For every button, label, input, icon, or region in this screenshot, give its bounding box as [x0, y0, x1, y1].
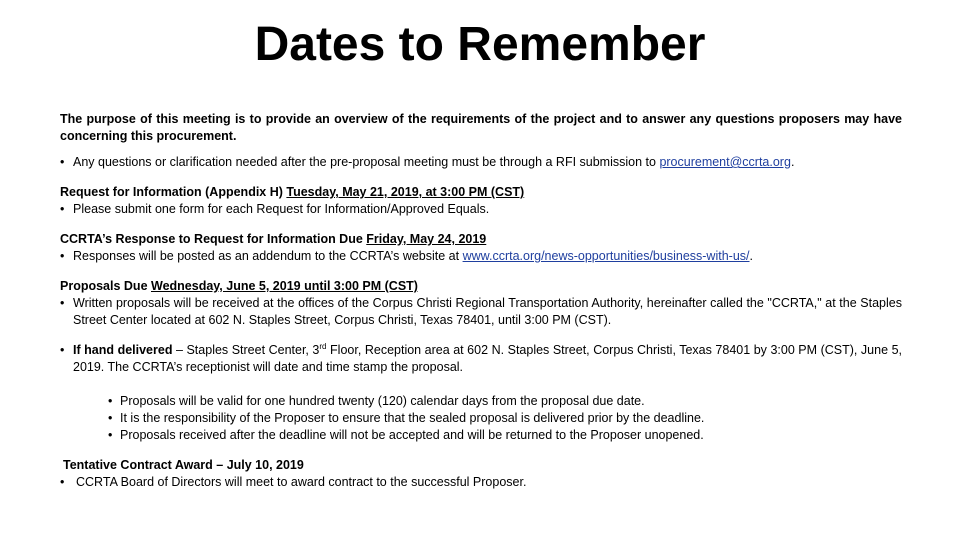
proposals-heading	[60, 278, 902, 295]
bullet-icon: •	[108, 411, 113, 425]
bullet-icon: •	[60, 155, 65, 169]
bullet-icon: •	[60, 475, 65, 489]
sub-list-item-text: Proposals will be valid for one hundred twenty (120) calendar days from the proposal due date.	[120, 394, 645, 408]
rfi-heading-date: Tuesday, May 21, 2019, at 3:00 PM (CST)	[286, 185, 525, 199]
intro-paragraph: The purpose of this meeting is to provide an overview of the requirements of the project and to answer any questions proposers may have concerning this procurement.	[60, 112, 902, 143]
email-link[interactable]: procurement@ccrta.org	[659, 155, 791, 169]
response-item-text: Responses will be posted as an addendum to the CCRTA’s website at	[73, 249, 463, 263]
sub-list-item	[108, 393, 902, 410]
rfi-note-text: Any questions or clarification needed after the pre-proposal meeting must be through a RFI submission to	[73, 155, 660, 169]
rfi-heading	[60, 184, 902, 201]
award-heading: Tentative Contract Award – July 10, 2019	[63, 458, 304, 472]
ordinal-suffix: rd	[319, 341, 327, 351]
hand-delivered-item	[60, 342, 902, 376]
rfi-item-text: Please submit one form for each Request for Information/Approved Equals.	[73, 202, 490, 216]
response-heading-label: CCRTA’s Response to Request for Information Due	[60, 232, 367, 246]
proposal-sub-list	[60, 393, 902, 444]
bullet-icon: •	[60, 296, 65, 310]
award-item	[60, 474, 902, 491]
award-item-text: CCRTA Board of Directors will meet to award contract to the successful Proposer.	[76, 475, 527, 489]
written-proposals-item	[60, 295, 902, 329]
rfi-item	[60, 201, 902, 218]
page-title: Dates to Remember	[254, 18, 706, 71]
hand-delivered-label: If hand delivered	[73, 343, 173, 357]
response-item-end: .	[749, 249, 753, 263]
rfi-note-end: .	[790, 155, 795, 169]
bullet-icon: •	[60, 249, 65, 263]
hand-delivered-text-b: Floor, Reception area at 602 N. Staples Street, Corpus Christi, Texas 78401 by 3:00 PM (CST), June 5, 2019. The CCRTA’s receptionist will date and time stamp the proposal.	[73, 343, 902, 374]
response-heading-date: Friday, May 24, 2019	[366, 232, 487, 246]
response-item	[60, 248, 902, 265]
proposals-heading-label: Proposals Due	[60, 279, 151, 293]
website-link[interactable]: www.ccrta.org/news-opportunities/business-with-us/	[462, 249, 750, 263]
document-body	[60, 111, 902, 491]
sub-list-item	[108, 427, 902, 444]
rfi-note	[60, 154, 902, 171]
hand-delivered-text-a: – Staples Street Center, 3	[172, 343, 320, 357]
rfi-heading-label: Request for Information (Appendix H)	[60, 185, 287, 199]
sub-list-item	[108, 410, 902, 427]
proposals-heading-date: Wednesday, June 5, 2019 until 3:00 PM (CST)	[151, 279, 418, 293]
bullet-icon: •	[108, 394, 113, 408]
sub-list-item-text: It is the responsibility of the Proposer to ensure that the sealed proposal is delivered prior by the deadline.	[120, 411, 705, 425]
bullet-icon: •	[60, 343, 65, 357]
bullet-icon: •	[108, 428, 113, 442]
bullet-icon: •	[60, 202, 65, 216]
written-proposals-text: Written proposals will be received at the offices of the Corpus Christi Regional Transportation Authority, hereinafter called the "CCRTA," at the Staples Street Center located at 602 N. Staples Street, Corpus Christi, Texas 78401, until 3:00 PM (CST).	[73, 296, 902, 327]
sub-list-item-text: Proposals received after the deadline will not be accepted and will be returned to the Proposer unopened.	[120, 428, 704, 442]
response-heading	[60, 231, 902, 248]
